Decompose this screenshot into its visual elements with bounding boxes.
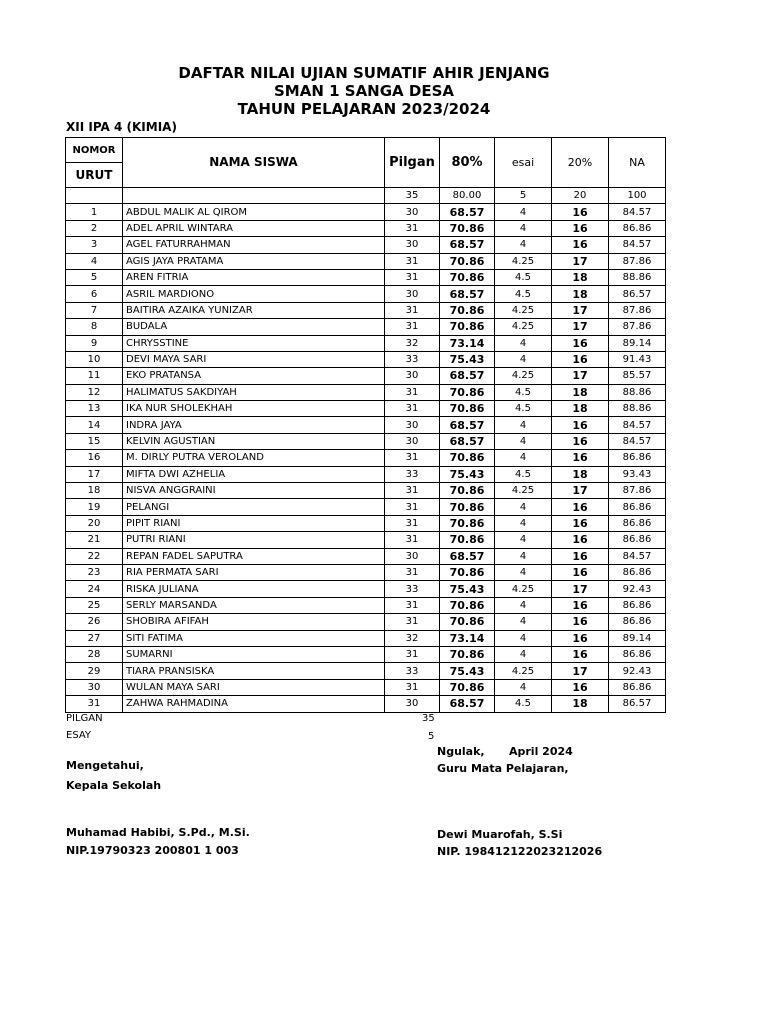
student-name: SITI FATIMA: [123, 630, 385, 646]
max-na: 100: [609, 188, 666, 204]
pilgan-score: 31: [385, 515, 440, 531]
pilgan-score: 32: [385, 335, 440, 351]
score-80: 75.43: [440, 663, 495, 679]
pilgan-score: 32: [385, 630, 440, 646]
max-row-no: [66, 188, 123, 204]
student-name: PIPIT RIANI: [123, 515, 385, 531]
score-80: 73.14: [440, 335, 495, 351]
score-80: 70.86: [440, 450, 495, 466]
pilgan-label: PILGAN: [66, 713, 103, 724]
final-score: 86.86: [609, 450, 666, 466]
table-row: [66, 679, 666, 695]
student-name: ZAHWA RAHMADINA: [123, 696, 385, 712]
table-row: [66, 220, 666, 236]
esai-score: 4: [495, 351, 552, 367]
score-80: 70.86: [440, 564, 495, 580]
row-number: 1: [66, 204, 123, 220]
table-row: [66, 663, 666, 679]
final-score: 86.57: [609, 286, 666, 302]
score-20: 17: [552, 368, 609, 384]
final-score: 88.86: [609, 269, 666, 285]
score-80: 70.86: [440, 597, 495, 613]
pilgan-score: 30: [385, 417, 440, 433]
final-score: 86.57: [609, 696, 666, 712]
pilgan-score: 33: [385, 466, 440, 482]
score-80: 75.43: [440, 351, 495, 367]
student-name: KELVIN AGUSTIAN: [123, 433, 385, 449]
pilgan-score: 31: [385, 450, 440, 466]
row-number: 25: [66, 597, 123, 613]
final-score: 84.57: [609, 204, 666, 220]
row-number: 5: [66, 269, 123, 285]
score-20: 16: [552, 515, 609, 531]
score-20: 17: [552, 581, 609, 597]
row-number: 6: [66, 286, 123, 302]
student-name: TIARA PRANSISKA: [123, 663, 385, 679]
pilgan-score: 31: [385, 679, 440, 695]
student-name: AREN FITRIA: [123, 269, 385, 285]
max-pilgan: 35: [385, 188, 440, 204]
final-score: 88.86: [609, 401, 666, 417]
esai-score: 4: [495, 515, 552, 531]
esai-score: 4: [495, 220, 552, 236]
score-80: 68.57: [440, 548, 495, 564]
table-row: [66, 630, 666, 646]
score-80: 68.57: [440, 696, 495, 712]
esay-value: 5: [428, 731, 435, 742]
score-20: 16: [552, 450, 609, 466]
esai-score: 4: [495, 450, 552, 466]
header-nama: NAMA SISWA: [123, 138, 385, 188]
score-20: 16: [552, 597, 609, 613]
score-20: 16: [552, 237, 609, 253]
table-row: [66, 335, 666, 351]
score-20: 18: [552, 384, 609, 400]
score-20: 17: [552, 663, 609, 679]
final-score: 86.86: [609, 614, 666, 630]
teacher-name: Dewi Muarofah, S.Si: [437, 828, 563, 841]
table-row: [66, 515, 666, 531]
pilgan-score: 31: [385, 597, 440, 613]
final-score: 86.86: [609, 532, 666, 548]
header-na: NA: [609, 138, 666, 188]
row-number: 18: [66, 483, 123, 499]
student-name: EKO PRATANSA: [123, 368, 385, 384]
table-row: [66, 499, 666, 515]
pilgan-score: 31: [385, 483, 440, 499]
esai-score: 4: [495, 532, 552, 548]
score-20: 16: [552, 433, 609, 449]
score-80: 70.86: [440, 614, 495, 630]
score-20: 17: [552, 319, 609, 335]
table-row: [66, 532, 666, 548]
esai-score: 4.25: [495, 663, 552, 679]
score-20: 18: [552, 286, 609, 302]
max-row: [66, 188, 666, 204]
pilgan-score: 33: [385, 351, 440, 367]
title-line-1: DAFTAR NILAI UJIAN SUMATIF AHIR JENJANG: [178, 64, 550, 82]
header-nomor: NOMOR: [66, 138, 123, 163]
score-80: 70.86: [440, 499, 495, 515]
score-80: 70.86: [440, 253, 495, 269]
student-name: DEVI MAYA SARI: [123, 351, 385, 367]
score-80: 70.86: [440, 319, 495, 335]
final-score: 84.57: [609, 237, 666, 253]
score-80: 70.86: [440, 532, 495, 548]
score-20: 18: [552, 269, 609, 285]
row-number: 26: [66, 614, 123, 630]
esai-score: 4.25: [495, 581, 552, 597]
student-name: SUMARNI: [123, 646, 385, 662]
table-row: [66, 417, 666, 433]
final-score: 88.86: [609, 384, 666, 400]
student-name: SHOBIRA AFIFAH: [123, 614, 385, 630]
row-number: 16: [66, 450, 123, 466]
max-80: 80.00: [440, 188, 495, 204]
row-number: 19: [66, 499, 123, 515]
table-row: [66, 204, 666, 220]
student-name: ABDUL MALIK AL QIROM: [123, 204, 385, 220]
score-20: 18: [552, 696, 609, 712]
table-row: [66, 368, 666, 384]
score-80: 68.57: [440, 237, 495, 253]
final-score: 87.86: [609, 319, 666, 335]
esai-score: 4: [495, 204, 552, 220]
score-80: 70.86: [440, 269, 495, 285]
class-label: XII IPA 4 (KIMIA): [66, 120, 177, 134]
table-row: [66, 433, 666, 449]
table-row: [66, 614, 666, 630]
pilgan-score: 30: [385, 237, 440, 253]
final-score: 93.43: [609, 466, 666, 482]
table-row: [66, 548, 666, 564]
student-name: AGEL FATURRAHMAN: [123, 237, 385, 253]
student-name: PUTRI RIANI: [123, 532, 385, 548]
score-80: 70.86: [440, 679, 495, 695]
teacher-title: Guru Mata Pelajaran,: [437, 762, 569, 775]
row-number: 30: [66, 679, 123, 695]
pilgan-score: 31: [385, 220, 440, 236]
row-number: 24: [66, 581, 123, 597]
table-row: [66, 253, 666, 269]
score-20: 16: [552, 417, 609, 433]
table-row: [66, 483, 666, 499]
title-line-2: SMAN 1 SANGA DESA: [274, 82, 454, 100]
final-score: 87.86: [609, 253, 666, 269]
score-80: 70.86: [440, 515, 495, 531]
student-name: IKA NUR SHOLEKHAH: [123, 401, 385, 417]
esai-score: 4.25: [495, 483, 552, 499]
final-score: 87.86: [609, 302, 666, 318]
row-number: 23: [66, 564, 123, 580]
header-80: 80%: [440, 138, 495, 188]
score-20: 16: [552, 614, 609, 630]
esai-score: 4.5: [495, 269, 552, 285]
row-number: 31: [66, 696, 123, 712]
final-score: 86.86: [609, 679, 666, 695]
final-score: 89.14: [609, 335, 666, 351]
max-esai: 5: [495, 188, 552, 204]
pilgan-score: 33: [385, 663, 440, 679]
row-number: 11: [66, 368, 123, 384]
teacher-nip: NIP. 198412122023212026: [437, 845, 603, 858]
score-20: 16: [552, 351, 609, 367]
pilgan-score: 30: [385, 368, 440, 384]
place: Ngulak,: [437, 745, 485, 758]
pilgan-score: 30: [385, 433, 440, 449]
row-number: 3: [66, 237, 123, 253]
final-score: 87.86: [609, 483, 666, 499]
row-number: 17: [66, 466, 123, 482]
esai-score: 4.5: [495, 466, 552, 482]
score-80: 70.86: [440, 302, 495, 318]
max-20: 20: [552, 188, 609, 204]
score-20: 16: [552, 630, 609, 646]
score-20: 16: [552, 532, 609, 548]
row-number: 7: [66, 302, 123, 318]
score-20: 16: [552, 204, 609, 220]
head-nip: NIP.19790323 200801 1 003: [66, 844, 239, 857]
score-80: 73.14: [440, 630, 495, 646]
row-number: 15: [66, 433, 123, 449]
table-row: [66, 450, 666, 466]
esai-score: 4: [495, 646, 552, 662]
final-score: 86.86: [609, 499, 666, 515]
final-score: 86.86: [609, 564, 666, 580]
pilgan-score: 31: [385, 319, 440, 335]
pilgan-score: 31: [385, 253, 440, 269]
final-score: 92.43: [609, 581, 666, 597]
esai-score: 4: [495, 237, 552, 253]
pilgan-score: 31: [385, 269, 440, 285]
score-20: 16: [552, 564, 609, 580]
score-20: 16: [552, 548, 609, 564]
score-80: 75.43: [440, 466, 495, 482]
final-score: 89.14: [609, 630, 666, 646]
row-number: 9: [66, 335, 123, 351]
score-80: 70.86: [440, 483, 495, 499]
row-number: 27: [66, 630, 123, 646]
student-name: MIFTA DWI AZHELIA: [123, 466, 385, 482]
row-number: 13: [66, 401, 123, 417]
student-name: SERLY MARSANDA: [123, 597, 385, 613]
esai-score: 4.25: [495, 302, 552, 318]
head-title: Kepala Sekolah: [66, 779, 162, 792]
table-row: [66, 269, 666, 285]
final-score: 91.43: [609, 351, 666, 367]
score-80: 70.86: [440, 401, 495, 417]
table-row: [66, 597, 666, 613]
pilgan-score: 30: [385, 204, 440, 220]
pilgan-score: 33: [385, 581, 440, 597]
pilgan-score: 31: [385, 614, 440, 630]
max-row-name: [123, 188, 385, 204]
final-score: 84.57: [609, 433, 666, 449]
row-number: 21: [66, 532, 123, 548]
student-name: NISVA ANGGRAINI: [123, 483, 385, 499]
student-name: RIA PERMATA SARI: [123, 564, 385, 580]
final-score: 92.43: [609, 663, 666, 679]
score-80: 68.57: [440, 204, 495, 220]
table-row: [66, 581, 666, 597]
table-row: [66, 286, 666, 302]
date: April 2024: [509, 745, 573, 758]
row-number: 12: [66, 384, 123, 400]
student-name: WULAN MAYA SARI: [123, 679, 385, 695]
header-pilgan: Pilgan: [385, 138, 440, 188]
score-20: 17: [552, 253, 609, 269]
table-row: [66, 351, 666, 367]
score-20: 17: [552, 483, 609, 499]
score-20: 16: [552, 220, 609, 236]
pilgan-score: 31: [385, 384, 440, 400]
score-20: 16: [552, 646, 609, 662]
pilgan-score: 31: [385, 646, 440, 662]
score-20: 16: [552, 335, 609, 351]
esai-score: 4: [495, 335, 552, 351]
esai-score: 4: [495, 548, 552, 564]
score-80: 70.86: [440, 220, 495, 236]
esai-score: 4.5: [495, 286, 552, 302]
esai-score: 4.5: [495, 401, 552, 417]
student-name: INDRA JAYA: [123, 417, 385, 433]
esai-score: 4.5: [495, 384, 552, 400]
title-line-3: TAHUN PELAJARAN 2023/2024: [237, 100, 491, 118]
student-name: AGIS JAYA PRATAMA: [123, 253, 385, 269]
esai-score: 4: [495, 499, 552, 515]
student-name: HALIMATUS SAKDIYAH: [123, 384, 385, 400]
esai-score: 4: [495, 564, 552, 580]
row-number: 4: [66, 253, 123, 269]
row-number: 20: [66, 515, 123, 531]
student-name: ASRIL MARDIONO: [123, 286, 385, 302]
table-row: [66, 696, 666, 712]
header-esai: esai: [495, 138, 552, 188]
score-80: 70.86: [440, 384, 495, 400]
esai-score: 4.5: [495, 696, 552, 712]
final-score: 86.86: [609, 646, 666, 662]
row-number: 22: [66, 548, 123, 564]
student-name: BAITIRA AZAIKA YUNIZAR: [123, 302, 385, 318]
row-number: 10: [66, 351, 123, 367]
final-score: 86.86: [609, 515, 666, 531]
header-20: 20%: [552, 138, 609, 188]
final-score: 86.86: [609, 597, 666, 613]
pilgan-score: 30: [385, 696, 440, 712]
esai-score: 4.25: [495, 253, 552, 269]
final-score: 86.86: [609, 220, 666, 236]
esay-label: ESAY: [66, 730, 92, 741]
table-row: [66, 564, 666, 580]
score-80: 68.57: [440, 286, 495, 302]
final-score: 84.57: [609, 417, 666, 433]
score-80: 68.57: [440, 368, 495, 384]
pilgan-value: 35: [422, 713, 435, 724]
score-80: 70.86: [440, 646, 495, 662]
score-20: 18: [552, 466, 609, 482]
row-number: 14: [66, 417, 123, 433]
pilgan-score: 31: [385, 564, 440, 580]
row-number: 2: [66, 220, 123, 236]
esai-score: 4: [495, 597, 552, 613]
table-row: [66, 384, 666, 400]
esai-score: 4: [495, 433, 552, 449]
score-20: 18: [552, 401, 609, 417]
student-name: ADEL APRIL WINTARA: [123, 220, 385, 236]
pilgan-score: 31: [385, 532, 440, 548]
final-score: 84.57: [609, 548, 666, 564]
score-80: 68.57: [440, 417, 495, 433]
table-row: [66, 401, 666, 417]
known-label: Mengetahui,: [66, 759, 144, 772]
score-80: 68.57: [440, 433, 495, 449]
score-20: 17: [552, 302, 609, 318]
score-20: 16: [552, 679, 609, 695]
student-name: RISKA JULIANA: [123, 581, 385, 597]
esai-score: 4.25: [495, 368, 552, 384]
header-urut: URUT: [66, 163, 123, 188]
row-number: 8: [66, 319, 123, 335]
pilgan-score: 31: [385, 499, 440, 515]
pilgan-score: 31: [385, 302, 440, 318]
score-80: 75.43: [440, 581, 495, 597]
pilgan-score: 31: [385, 401, 440, 417]
student-name: REPAN FADEL SAPUTRA: [123, 548, 385, 564]
student-name: CHRYSSTINE: [123, 335, 385, 351]
final-score: 85.57: [609, 368, 666, 384]
esai-score: 4.25: [495, 319, 552, 335]
student-name: PELANGI: [123, 499, 385, 515]
grades-table: [65, 137, 666, 713]
esai-score: 4: [495, 679, 552, 695]
pilgan-score: 30: [385, 548, 440, 564]
pilgan-score: 30: [385, 286, 440, 302]
table-row: [66, 302, 666, 318]
esai-score: 4: [495, 614, 552, 630]
student-name: BUDALA: [123, 319, 385, 335]
table-row: [66, 237, 666, 253]
student-name: M. DIRLY PUTRA VEROLAND: [123, 450, 385, 466]
score-20: 16: [552, 499, 609, 515]
table-row: [66, 319, 666, 335]
head-name: Muhamad Habibi, S.Pd., M.Si.: [66, 826, 250, 839]
esai-score: 4: [495, 417, 552, 433]
table-row: [66, 646, 666, 662]
row-number: 28: [66, 646, 123, 662]
row-number: 29: [66, 663, 123, 679]
esai-score: 4: [495, 630, 552, 646]
table-row: [66, 466, 666, 482]
